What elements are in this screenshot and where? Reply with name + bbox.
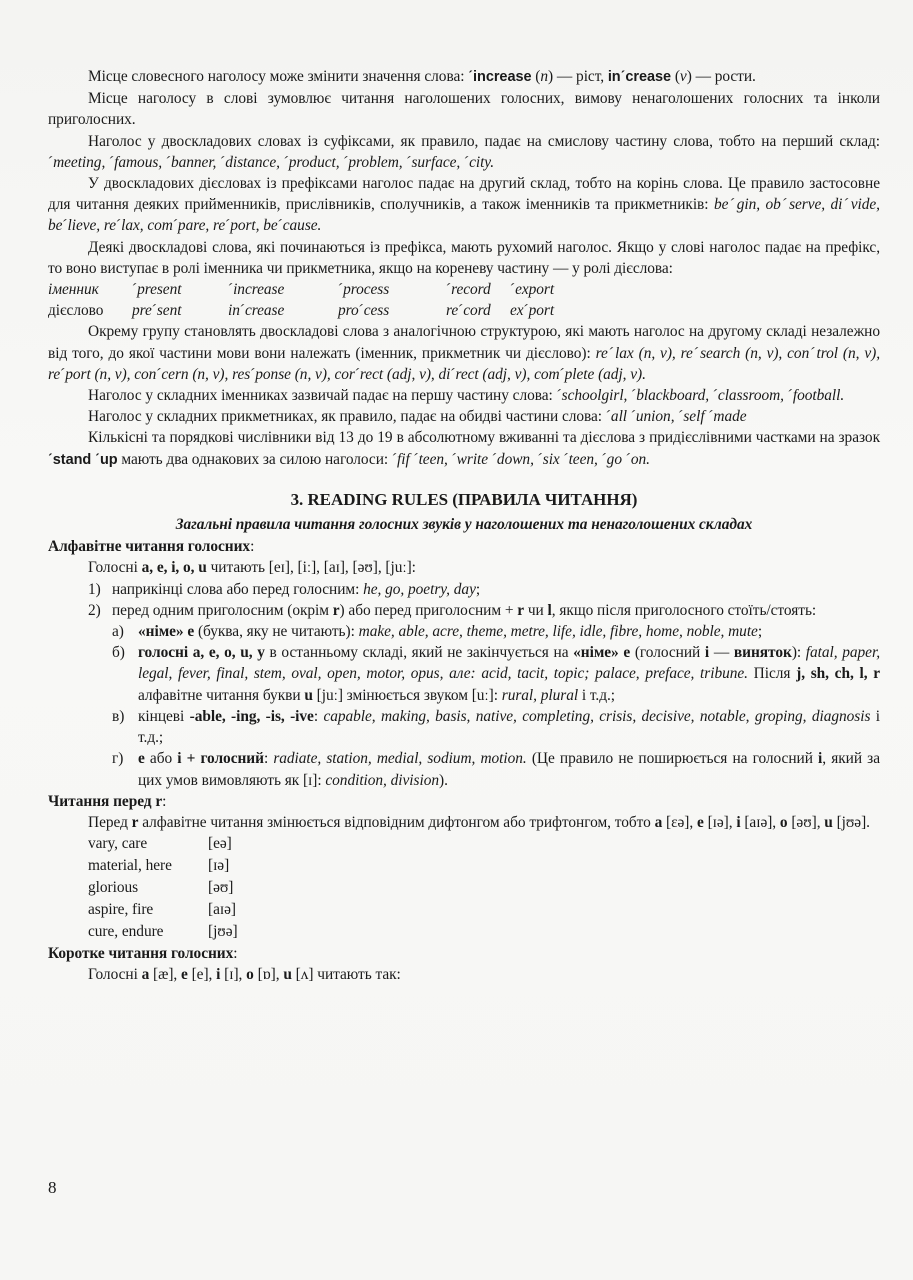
example-row: material, here [ɪə] (88, 857, 230, 875)
list-item: 1) наприкінці слова або перед голосним: he, go, poetry, day; (88, 580, 481, 598)
short-reading-intro: Голосні a [æ], e [e], i [ɪ], o [ɒ], u [ʌ] читають так: (88, 966, 401, 984)
stress-table-word: inˊcrease (228, 302, 285, 320)
stress-table-row-verb (48, 300, 880, 321)
example-row: vary, care [eə] (88, 835, 232, 853)
stress-table-word: ˊpresent (132, 281, 182, 299)
paragraph-stress-meaning: Місце словесного наголосу може змінити значення слова: ˊincrease (n) — ріст, inˊcrease (v) — рости. (88, 68, 756, 85)
stress-table-word: ˊexport (510, 281, 555, 299)
stress-table-word: exˊport (510, 302, 555, 320)
example-row: cure, endure [jʊə] (88, 923, 238, 941)
page-number: 8 (48, 1178, 57, 1197)
before-r-label: Читання перед r: (48, 792, 167, 810)
paragraph-suffix-stress: Наголос у двоскладових словах із суфіксами, як правило, падає на смислову частину слова, тобто на перший склад: ˊmeeting, ˊfamous, ˊbanner, ˊdistance, ˊproduct, ˊproblem, ˊsurface, ˊcity. (48, 132, 880, 171)
stress-table (48, 279, 880, 321)
alphabetic-reading-intro: Голосні a, e, i, o, u читають [eɪ], [iː], [aɪ], [əʊ], [juː]: (88, 559, 416, 577)
stress-table-label: іменник (48, 281, 99, 299)
stress-table-word: reˊcord (446, 302, 491, 320)
alphabetic-rules-list (48, 579, 880, 621)
before-r-intro: Перед r алфавітне читання змінюється відповідним дифтонгом або трифтонгом, тобто a [ɛə], e [ɪə], i [aɪə], o [əʊ], u [jʊə]. (88, 813, 870, 831)
stress-table-word: preˊsent (132, 302, 182, 320)
paragraph-second-syllable-group: Окрему групу становлять двоскладові слова з аналогічною структурою, які мають наголос на другому складі незалежно від того, до якої частини мови вони належать (іменник, прикметник чи дієслово): reˊlax (n, v), reˊsearch (n, v), conˊtrol (n, v), reˊport (n, v), conˊcern (n, v), resˊponse (n, v), corˊrect (adj, v), diˊrect (adj, v), comˊplete (adj, v). (48, 323, 880, 383)
paragraph-stress-effects: Місце наголосу в слові зумовлює читання наголошених голосних, вимову ненаголошених голосних та інколи приголосних. (48, 90, 880, 129)
paragraph-compound-nouns: Наголос у складних іменниках зазвичай падає на першу частину слова: ˊschoolgirl, ˊblackboard, ˊclassroom, ˊfootball. (88, 387, 845, 405)
list-item: 2) перед одним приголосним (окрім r) або перед приголосним + r чи l, якщо після приголосного стоїть/стоять: (88, 601, 817, 619)
paragraph-double-stress: Кількісні та порядкові числівники від 13 до 19 в абсолютному вживанні та дієслова з придієслівними частками на зразок ˊstand ˊup мають два однакових за силою наголоси: ˊfif ˊteen, ˊwrite ˊdown, ˊsix ˊteen, ˊgo ˊon. (48, 429, 880, 468)
example-row: glorious [əʊ] (88, 879, 234, 897)
stress-table-word: ˊrecord (446, 281, 491, 299)
stress-table-word: proˊcess (338, 302, 390, 320)
list-item: б) голосні a, e, o, u, y в останньому складі, який не закінчується на «німе» e (голосний i — виняток): fatal, paper, legal, fever, final, stem, oval, open, motor, opus, але: acid, tacit, topic; palace, preface, tribune. Після j, sh, ch, l, r алфавітне читання букви u [juː] змінюється звуком [uː]: rural, plural і т.д.; (112, 644, 880, 704)
paragraph-mobile-stress: Деякі двоскладові слова, які починаються із префікса, мають рухомий наголос. Якщо у слові наголос падає на префікс, то воно виступає в ролі іменника чи прикметника, якщо на кореневу частину — у ролі дієслова: (48, 238, 880, 277)
alphabetic-reading-label: Алфавітне читання голосних: (48, 538, 255, 556)
list-item: а) «німе» e (буква, яку не читають): make, able, acre, theme, metre, life, idle, fibre, home, noble, mute; (112, 623, 763, 641)
list-item: в) кінцеві -able, -ing, -is, -ive: capable, making, basis, native, completing, crisis, decisive, notable, groping, diagnosis і т.д.; (112, 707, 880, 747)
stress-table-word: ˊincrease (228, 281, 285, 299)
paragraph-compound-adjectives: Наголос у складних прикметниках, як правило, падає на обидві частини слова: ˊall ˊunion, ˊself ˊmade (88, 408, 747, 426)
short-reading-label: Коротке читання голосних: (48, 945, 238, 963)
stress-table-word: ˊprocess (338, 281, 390, 299)
alphabetic-subrules-list (48, 621, 880, 791)
section-heading: 3. READING RULES (ПРАВИЛА ЧИТАННЯ) (290, 489, 638, 509)
section-subheading: Загальні правила читання голосних звуків у наголошених та ненаголошених складах (175, 516, 753, 534)
example-row: aspire, fire [aɪə] (88, 901, 236, 919)
before-r-examples (48, 833, 880, 943)
list-item: г) e або i + голосний: radiate, station, medial, sodium, motion. (Це правило не поширюється на голосний i, який за цих умов вимовляють як [ɪ]: condition, division). (112, 750, 880, 789)
paragraph-prefix-verbs: У двоскладових дієсловах із префіксами наголос падає на другий склад, тобто на корінь слова. Це правило застосовне для читання деяких прийменників, прислівників, сполучників, а також іменників та прикметників: beˊgin, obˊserve, diˊvide, beˊlieve, reˊlax, comˊpare, reˊport, beˊcause. (48, 175, 880, 235)
page-content (48, 66, 880, 986)
stress-table-label: дієслово (48, 302, 104, 320)
stress-table-row-noun (48, 279, 880, 300)
